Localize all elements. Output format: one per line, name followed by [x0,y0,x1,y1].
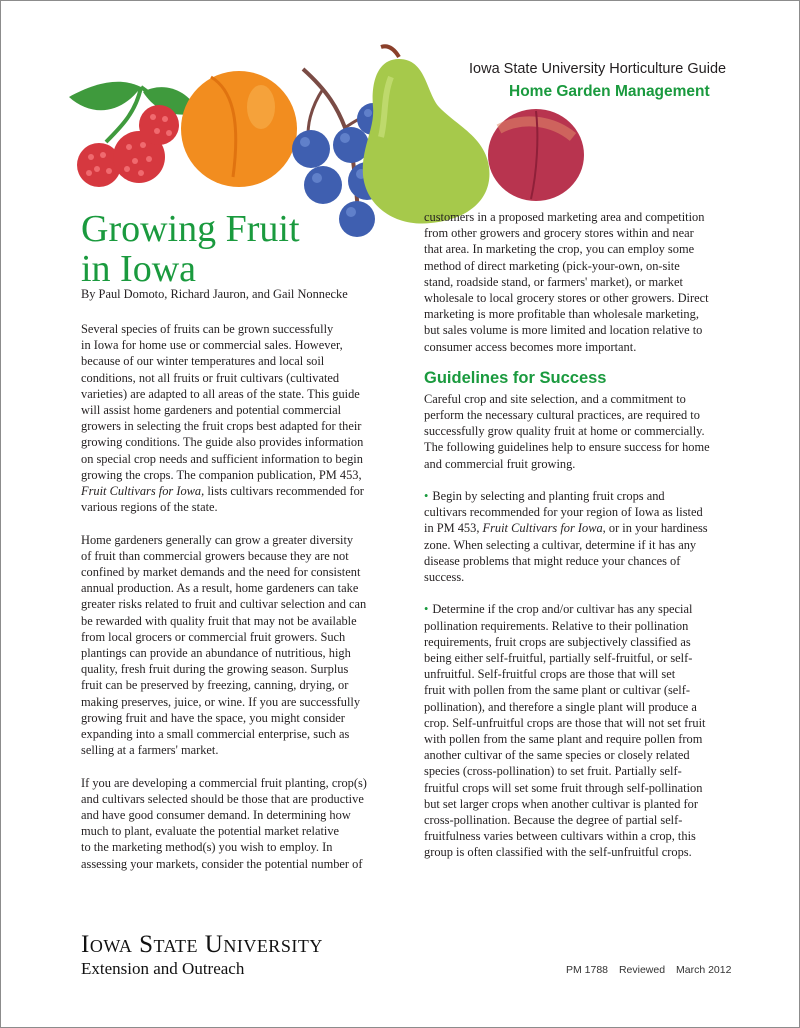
text-line: quality, fresh fruit during the growing season. Surplus [81,662,349,677]
text-line: on special crop needs and sufficient information to begin [81,451,363,466]
text-line: greater risks related to fruit and cultivar selection and can [81,597,367,612]
text-fragment: Determine if the crop and/or cultivar has any special [432,602,693,617]
text-line: growing fruit and have the space, you might consider [81,710,345,725]
text-line: fruit can be preserved by freezing, canning, drying, or [81,678,349,693]
text-line: in Iowa for home use or commercial sales. However, [81,338,343,353]
logo-org-subtitle: Extension and Outreach [81,959,245,978]
text-line [81,483,401,499]
paragraph-commercial [81,775,401,872]
text-line: success. [424,570,465,585]
text-line: Careful crop and site selection, and a commitment to [424,391,686,406]
text-line: The following guidelines help to ensure success for home [424,440,710,455]
text-line: to the marketing method(s) you wish to employ. In [81,840,333,855]
publication-date: March 2012 [675,964,732,976]
paragraph-intro [81,321,401,515]
text-line: and have good consumer demand. In determining how [81,808,351,823]
paragraph-marketing [424,209,769,355]
logo-org-name: Iowa State University [81,931,323,958]
text-fragment: , or in your hardiness [602,521,708,536]
text-line: growers in selecting the fruit crops best adapted for their [81,419,362,434]
text-line: wholesale to local grocery stores or other growers. Direct [424,291,709,306]
left-column [81,321,401,872]
text-line: unfruitful. Self-fruitful crops are those that will set [424,667,676,682]
bullet-icon: • [424,602,429,617]
text-line: much to plant, evaluate the potential market relative [81,824,340,839]
publication-number: PM 1788 [566,964,609,976]
apricot-icon [181,71,297,187]
text-line: If you are developing a commercial fruit planting, crop(s) [81,775,367,790]
text-line: plantings can provide an abundance of nutritious, high [81,646,351,661]
text-line: stand, roadside stand, or farmers' market), or market [424,274,683,289]
text-line: successfully grow quality fruit at home or commercially. [424,424,705,439]
text-line: cultivars recommended for your region of Iowa as listed [424,505,703,520]
text-line: pollination requirements. Relative to their pollination [424,618,689,633]
text-line: pollination), and therefore a single plant will produce a [424,699,697,714]
text-line: consumer access becomes more important. [424,339,637,354]
guide-series-title: Iowa State University Horticulture Guide [469,61,727,77]
text-line: perform the necessary cultural practices, are required to [424,408,700,423]
text-line: method of direct marketing (pick-your-own, on-site [424,258,680,273]
publication-title: Fruit Cultivars for Iowa [482,521,603,536]
text-line: assessing your markets, consider the potential number of [81,856,363,871]
text-line: customers in a proposed marketing area and competition [424,210,705,224]
title-line-2: in Iowa [81,248,197,290]
text-line: annual production. As a result, home gardeners can take [81,581,359,596]
text-line: from other growers and grocery stores within and near [424,226,694,241]
text-line [424,601,769,617]
text-line: from local grocers or commercial fruit growers. Such [81,629,346,644]
text-line: expanding into a small commercial enterprise, such as [81,727,350,742]
text-line: that area. In marketing the crop, you can employ some [424,242,695,257]
text-line: and commercial fruit growing. [424,456,576,471]
text-line [424,488,769,504]
text-line: growing conditions. The guide also provides information [81,435,364,450]
text-fragment: lists cultivars recommended for [204,484,364,499]
text-fragment: Begin by selecting and planting fruit crops and [432,489,665,504]
bullet-item-pollination [424,601,769,860]
text-line: cross-pollination. Because the degree of partial self- [424,813,683,828]
text-line: various regions of the state. [81,500,218,515]
text-line: because of our winter temperatures and local soil [81,354,325,369]
publication-status: Reviewed [618,964,666,976]
paragraph-guidelines-intro [424,391,769,472]
publication-meta [566,964,776,976]
raspberry-icon [69,82,199,187]
plum-icon [488,109,584,201]
publication-title: Fruit Cultivars for Iowa, [81,484,205,499]
text-line: fruitful crops will set some fruit through self-pollination [424,780,703,795]
text-line: making preserves, juice, or wine. If you are successfully [81,694,361,709]
guide-subtitle: Home Garden Management [509,83,710,100]
text-line: selling at a farmers' market. [81,743,219,758]
text-line: conditions, not all fruits or fruit cultivars (cultivated [81,370,340,385]
text-line: requirements, fruit crops are subjectively classified as [424,634,691,649]
text-line: but set larger crops when another cultivar is planted for [424,796,698,811]
text-line: Several species of fruits can be grown successfully [81,322,334,336]
university-logo [81,931,401,979]
text-line: growing the crops. The companion publication, PM 453, [81,467,362,482]
bullet-icon: • [424,489,429,504]
text-line: crop. Self-unfruitful crops are those that will not set fruit [424,715,706,730]
paragraph-home-gardeners [81,532,401,759]
text-line: be rewarded with quality fruit that may not be available [81,613,357,628]
text-line: and cultivars selected should be those that are productive [81,791,364,806]
text-fragment: in PM 453, [424,521,483,536]
text-line: fruitfulness varies between cultivars within a crop, this [424,829,696,844]
text-line [424,520,769,536]
text-line: species (cross-pollination) to set fruit. Partially self- [424,764,682,779]
article-title [81,209,411,289]
text-line: fruit with pollen from the same plant or cultivar (self- [424,683,690,698]
article-authors: By Paul Domoto, Richard Jauron, and Gail Nonnecke [81,287,348,301]
text-line: marketing is more profitable than wholesale marketing, [424,307,699,322]
bullet-item-select-crops [424,488,769,585]
right-column [424,209,769,861]
section-heading-guidelines: Guidelines for Success [424,368,607,387]
text-line: confined by market demands and the need for consistent [81,565,361,580]
title-line-1: Growing Fruit [81,208,300,250]
text-line: but sales volume is more limited and location relative to [424,323,703,338]
text-line: Home gardeners generally can grow a greater diversity [81,532,354,547]
text-line: another cultivar of the same species or closely related [424,748,690,763]
text-line: will assist home gardeners and potential commercial [81,403,342,418]
text-line: zone. When selecting a cultivar, determine if it has any [424,537,697,552]
text-line: with pollen from the same plant and require pollen from [424,732,703,747]
text-line: group is often classified with the self-unfruitful crops. [424,845,692,860]
text-line: of fruit than commercial growers because they are not [81,548,349,563]
text-line: disease problems that might reduce your chances of [424,553,681,568]
text-line: varieties) are adapted to all areas of the state. This guide [81,386,360,401]
text-line: being either self-fruitful, partially self-fruitful, or self- [424,651,693,666]
